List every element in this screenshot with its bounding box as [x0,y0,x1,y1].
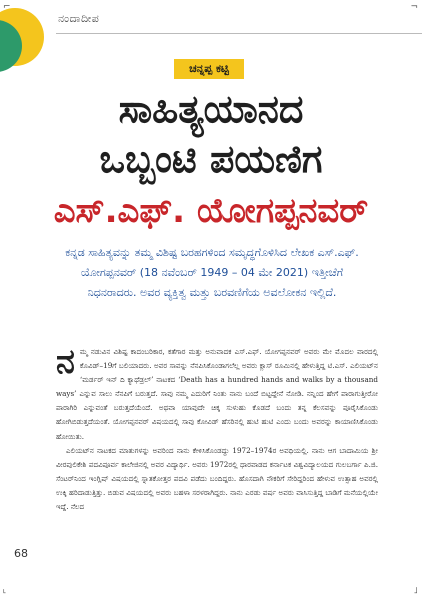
crop-mark-top-right: ¬ [410,2,418,12]
paragraph-1-text: ಮ್ಮ ನಡುವಿನ ವಿಶಿಷ್ಟ ಕಾದಂಬರಿಕಾರ, ಕತೆಗಾರ ಮತ್ತು ಅನುವಾದಕ ಎಸ್.ಎಫ್. ಯೋಗಪ್ಪನವರ್ ಅವರು ಮೇ ಮೊದಲ ವಾರದಲ್ಲಿ ಕೊವಿಡ್–19ಗೆ ಬಲಿಯಾದರು. ಅವರ ಸಾವನ್ನು ನೆನಪಿಸಿಕೊಂಡಾಗಲೆಲ್ಲ ಅವರು ಕ್ಲಾಸ್ ರೂಮಿನಲ್ಲಿ ಹೇಳುತ್ತಿದ್ದ ಟಿ.ಎಸ್. ಎಲಿಯಟ್‌ನ ‘ಮರ್ಡರ್ ಇನ್ ದಿ ಕ್ಯಾಥೆಡ್ರಲ್’ ನಾಟಕದ ‘Death has a hundred hands and walks by a thousand ways’ ಎನ್ನುವ ಸಾಲು ನೆನಪಿಗೆ ಬರುತ್ತದೆ. ಸಾವು ನಮ್ಮ ಎದುರಿಗೆ ನಿಂತು ನಾನು ಬಂದೆ ಬಿಟ್ಟದ್ದೇನೆ ನೋಡಿ. ನನ್ನಿಂದ ಹೇಗೆ ಪಾರಾಗುತ್ತೀರೋ ಪಾರಾಗಿರಿ ಎನ್ನುವಂತೆ ಬರುತ್ತದೆಯೆಂದೆ. ಅಥವಾ ಯಾವುದೇ ಚಿಕ್ಕ ಸುಳುಹು ಕೊಡದೆ ಬಂದು ತನ್ನ ಕೆಲಸವನ್ನು ಪೂರೈಸಿಕೊಂಡು ಹೋಗಿಬಿಡುತ್ತದೆಯಂತೆ. ಯೋಗಪ್ಪನವರ್ ವಿಷಯದಲ್ಲಿ ಸಾವು ಕೋವಿಡ್ ಹೆಸರಿನಲ್ಲಿ ಹುಟಿ ಹುಟಿ ಎಂದು ಬಂದು ಅವರನ್ನು ಕಾಯಾಣಿಸಿಕೊಂಡು ಹೋಯಿತು. [56,347,378,441]
title-line-3: ಎಸ್.ಎಫ್. ಯೋಗಪ್ಪನವರ್ [53,191,369,231]
intro-summary: ಕನ್ನಡ ಸಾಹಿತ್ಯವನ್ನು ತಮ್ಮ ವಿಶಿಷ್ಟ ಬರಹಗಳಿಂದ ಸಮೃದ್ಧಗೊಳಿಸಿದ ಲೇಖಕ ಎಸ್.ಎಫ್. ಯೋಗಪ್ಪನವರ್ (18 ನವೆಂಬರ್ 1949 – 04 ಮೇ 2021) ಇತ್ತೀಚೆಗೆ ನಿಧನರಾದರು. ಅವರ ವ್ಯಕ್ತಿತ್ವ ಮತ್ತು ಬರವಣಿಗೆಯ ಅವಲೋಕನ ಇಲ್ಲಿದೆ. [65,246,359,299]
crop-mark-bottom-right: ˩ [413,586,418,596]
page-number: 68 [14,547,28,560]
crop-mark-bottom-left: ˪ [3,586,6,596]
title-line-2: ಒಬ್ಬಂಟಿ ಪಯಣಿಗ [99,137,323,181]
article-paragraph-2: ಎಲಿಯಟ್‌ನ ನಾಟಕದ ಮಾತುಗಳನ್ನು ಅವರಿಂದ ನಾನು ಕೇಳಿಸಿಕೊಂಡದ್ದು 1972–1974ರ ಅವಧಿಯಲ್ಲಿ. ನಾನು ಆಗ ಬಾದಾಮಿಯ ಶ್ರೀ ವೀರಪುಲಿಕೇಶಿ ಪದವಿಪೂರ್ವ ಕಾಲೇಜಿನಲ್ಲಿ ಅವರ ವಿದ್ಯಾರ್ಥಿ. ಅವರು 1972ರಲ್ಲಿ ಧಾರವಾಡದ ಕರ್ನಾಟಕ ವಿಶ್ವವಿದ್ಯಾಲಯದ ಗುಲಬರ್ಗಾ ಪಿ.ಜಿ. ಸೆಂಟರ್‌ನಿಂದ ಇಂಗ್ಲಿಷ್ ವಿಷಯದಲ್ಲಿ ಸ್ನಾತಕೋತ್ತರ ಪದವಿ ಪಡೆದು ಬಂದಿದ್ದರು. ಹೊಸದಾಗಿ ನೌಕರಿಗೆ ಸೇರಿದ್ದರಿಂದ ಹೇಳುವ ಉತ್ಸಾಹ ಅವರಲ್ಲಿ ಉಕ್ಕಿ ಹರಿದಾಡುತ್ತಿತ್ತು. ಬಿಡುವ ವಿಷಯದಲ್ಲಿ ಅವರು ಬಹಳಾ ಸರಳರಾಗಿದ್ದರು. ನಾನು ಎರಡು ವರ್ಷ ಅವರು ವಾಸಿಸುತ್ತಿದ್ದ ಬಾಡಿಗೆ ಮನೆಯಲ್ಲಿಯೇ ಇದ್ದೆ. ನೆಲದ [56,445,378,512]
title-line-1: ಸಾಹಿತ್ಯಯಾನದ [118,87,304,131]
crop-mark-top-left: ⌐ [3,2,11,12]
magazine-section-label: ನಂದಾದೀಪ [58,12,100,25]
drop-cap: ನ [56,342,75,382]
author-tag: ಚನ್ನಪ್ಪ ಕಟ್ಟಿ [174,59,244,79]
article-body [56,342,378,514]
header-divider [56,33,422,34]
article-paragraph-1 [56,342,378,444]
